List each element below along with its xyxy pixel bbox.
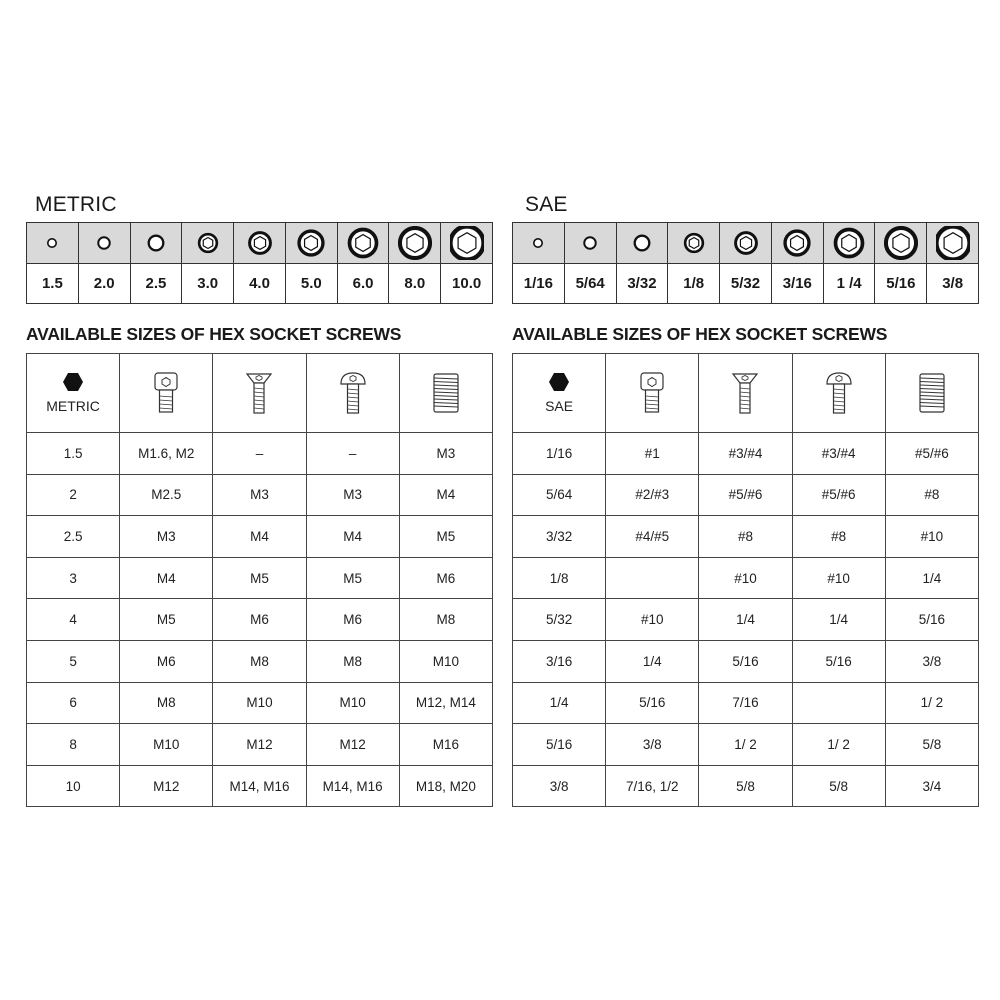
hex-key-size-cell: 3/16 — [513, 640, 606, 682]
metric-table-heading: AVAILABLE SIZES OF HEX SOCKET SCREWS — [26, 324, 402, 344]
hex-key-size-cell: 4 — [27, 599, 120, 641]
sae-size-strip — [512, 222, 979, 304]
table-row — [27, 765, 493, 807]
hex-socket-icon — [27, 223, 78, 264]
screw-size-cell: #10 — [699, 557, 792, 599]
screw-size-cell: – — [213, 433, 306, 475]
screw-size-cell — [606, 557, 699, 599]
size-label: 5/16 — [886, 275, 916, 292]
hex-key-size-cell: 5/64 — [513, 474, 606, 516]
screw-size-cell: M10 — [306, 682, 399, 724]
screw-size-cell: #1 — [606, 433, 699, 475]
hex-key-size-cell: 1/16 — [513, 433, 606, 475]
screw-size-cell: M10 — [213, 682, 306, 724]
table-row — [27, 640, 493, 682]
size-label: 5.0 — [300, 275, 322, 292]
screw-size-cell: 1/4 — [792, 599, 885, 641]
button-head-column-header — [306, 354, 399, 433]
table-row — [27, 682, 493, 724]
hex-key-size-cell: 1/4 — [513, 682, 606, 724]
size-cell — [286, 223, 338, 303]
hex-key-size-cell: 5 — [27, 640, 120, 682]
hex-socket-icon — [617, 223, 668, 264]
hex-socket-icon — [131, 223, 182, 264]
screw-size-cell: 1/4 — [885, 557, 978, 599]
screw-size-cell: M4 — [120, 557, 213, 599]
hex-socket-icon — [338, 223, 389, 264]
size-cell — [27, 223, 79, 303]
screw-size-cell: #10 — [885, 516, 978, 558]
table-row — [27, 474, 493, 516]
screw-size-cell: M14, M16 — [213, 765, 306, 807]
size-cell — [565, 223, 617, 303]
screw-size-cell: 7/16, 1/2 — [606, 765, 699, 807]
size-cell — [131, 223, 183, 303]
size-label: 5/32 — [730, 275, 761, 292]
hex-socket-icon — [234, 223, 285, 264]
screw-size-cell: M18, M20 — [399, 765, 492, 807]
metric-size-strip — [26, 222, 493, 304]
table-row — [513, 724, 979, 766]
screw-size-cell: #8 — [885, 474, 978, 516]
size-cell — [389, 223, 441, 303]
screw-size-cell: – — [306, 433, 399, 475]
hex-socket-icon — [565, 223, 616, 264]
screw-size-cell: M12, M14 — [399, 682, 492, 724]
screw-size-cell: 5/16 — [699, 640, 792, 682]
hex-socket-icon — [79, 223, 130, 264]
hex-key-column-header — [27, 354, 120, 433]
screw-size-cell: #5/#6 — [885, 433, 978, 475]
screw-size-cell: M8 — [213, 640, 306, 682]
hex-key-size-cell: 10 — [27, 765, 120, 807]
screw-size-cell: M5 — [399, 516, 492, 558]
screw-size-cell: M14, M16 — [306, 765, 399, 807]
size-label: 1/8 — [683, 275, 705, 292]
screw-size-cell: M6 — [213, 599, 306, 641]
sae-hex-table — [512, 353, 979, 807]
screw-size-cell: M4 — [306, 516, 399, 558]
screw-size-cell: M16 — [399, 724, 492, 766]
table-row — [27, 516, 493, 558]
screw-size-cell: M3 — [399, 433, 492, 475]
screw-size-cell: M1.6, M2 — [120, 433, 213, 475]
table-row — [513, 433, 979, 475]
hex-key-size-cell: 6 — [27, 682, 120, 724]
size-cell — [234, 223, 286, 303]
screw-size-cell: M4 — [213, 516, 306, 558]
hex-key-size-cell: 8 — [27, 724, 120, 766]
screw-size-cell: #5/#6 — [699, 474, 792, 516]
sae-header-label: SAE — [545, 397, 574, 414]
sae-table-heading: AVAILABLE SIZES OF HEX SOCKET SCREWS — [512, 324, 888, 344]
hex-key-icon — [63, 373, 83, 394]
button-head-screw-icon — [793, 371, 885, 415]
hex-socket-icon — [772, 223, 823, 264]
screw-size-cell: 5/8 — [885, 724, 978, 766]
hex-socket-icon — [182, 223, 233, 264]
screw-size-cell: 3/8 — [606, 724, 699, 766]
table-row — [513, 474, 979, 516]
screw-size-cell: M5 — [120, 599, 213, 641]
screw-size-cell: 5/8 — [792, 765, 885, 807]
screw-size-cell: #10 — [606, 599, 699, 641]
set-screw-column-header — [885, 354, 978, 433]
screw-size-cell: 3/4 — [885, 765, 978, 807]
screw-size-cell: M8 — [306, 640, 399, 682]
screw-size-cell: #3/#4 — [792, 433, 885, 475]
table-row — [27, 557, 493, 599]
screw-size-cell: M8 — [120, 682, 213, 724]
screw-size-cell: #3/#4 — [699, 433, 792, 475]
screw-size-cell: #5/#6 — [792, 474, 885, 516]
screw-size-cell: 7/16 — [699, 682, 792, 724]
size-label: 8.0 — [404, 275, 426, 292]
set-screw-icon — [400, 371, 492, 415]
size-cell — [772, 223, 824, 303]
set-screw-column-header — [399, 354, 492, 433]
size-cell — [338, 223, 390, 303]
screw-size-cell: M5 — [213, 557, 306, 599]
socket-cap-screw-icon — [120, 371, 212, 415]
size-cell — [182, 223, 234, 303]
screw-size-cell: M3 — [213, 474, 306, 516]
hex-socket-icon — [824, 223, 875, 264]
screw-size-cell: #8 — [699, 516, 792, 558]
size-label: 3/16 — [782, 275, 812, 292]
hex-socket-icon — [286, 223, 337, 264]
hex-key-size-cell: 3/8 — [513, 765, 606, 807]
screw-size-cell: 5/16 — [606, 682, 699, 724]
flat-head-column-header — [213, 354, 306, 433]
flat-head-screw-icon — [213, 371, 305, 415]
hex-key-column-header — [513, 354, 606, 433]
table-row — [27, 433, 493, 475]
hex-key-size-cell: 1/8 — [513, 557, 606, 599]
sae-title: SAE — [525, 193, 568, 216]
table-row — [513, 765, 979, 807]
screw-size-cell: 1/ 2 — [885, 682, 978, 724]
screw-size-cell: 1/4 — [699, 599, 792, 641]
screw-size-cell: M2.5 — [120, 474, 213, 516]
screw-size-cell: 5/16 — [885, 599, 978, 641]
table-row — [513, 557, 979, 599]
screw-size-cell: M4 — [399, 474, 492, 516]
table-header-row — [27, 354, 493, 433]
screw-size-cell: 5/16 — [792, 640, 885, 682]
screw-size-cell: M12 — [306, 724, 399, 766]
hex-key-size-cell: 3 — [27, 557, 120, 599]
table-row — [27, 599, 493, 641]
screw-size-cell: 1/4 — [606, 640, 699, 682]
size-cell — [927, 223, 979, 303]
size-cell — [875, 223, 927, 303]
size-cell — [79, 223, 131, 303]
size-label: 3/32 — [627, 275, 657, 292]
hex-socket-icon — [389, 223, 440, 264]
hex-socket-icon — [441, 223, 492, 264]
size-cell — [513, 223, 565, 303]
screw-size-cell: M8 — [399, 599, 492, 641]
size-cell — [441, 223, 493, 303]
screw-size-cell: M12 — [120, 765, 213, 807]
hex-socket-icon — [513, 223, 564, 264]
hex-key-size-cell: 5/16 — [513, 724, 606, 766]
hex-key-size-cell: 5/32 — [513, 599, 606, 641]
hex-key-size-cell: 2.5 — [27, 516, 120, 558]
flat-head-screw-icon — [699, 371, 791, 415]
table-row — [513, 516, 979, 558]
screw-size-cell: M3 — [306, 474, 399, 516]
size-label: 6.0 — [352, 275, 374, 292]
screw-size-cell: M6 — [399, 557, 492, 599]
screw-size-cell: #10 — [792, 557, 885, 599]
screw-size-cell: #8 — [792, 516, 885, 558]
screw-size-cell: M5 — [306, 557, 399, 599]
hex-socket-icon — [668, 223, 719, 264]
size-label: 3/8 — [942, 275, 964, 292]
flat-head-column-header — [699, 354, 792, 433]
table-row — [513, 682, 979, 724]
screw-size-cell: M10 — [120, 724, 213, 766]
size-label: 1.5 — [41, 275, 63, 292]
screw-size-cell: M6 — [306, 599, 399, 641]
set-screw-icon — [886, 371, 978, 415]
screw-size-cell: M12 — [213, 724, 306, 766]
metric-hex-table — [26, 353, 493, 807]
hex-key-size-cell: 2 — [27, 474, 120, 516]
button-head-screw-icon — [307, 371, 399, 415]
socket-cap-screw-icon — [606, 371, 698, 415]
screw-size-cell: #4/#5 — [606, 516, 699, 558]
size-label: 10.0 — [452, 275, 482, 292]
table-row — [27, 724, 493, 766]
hex-socket-icon — [720, 223, 771, 264]
screw-size-cell: #2/#3 — [606, 474, 699, 516]
size-label: 2.5 — [145, 275, 167, 292]
metric-title: METRIC — [35, 193, 117, 216]
screw-size-cell — [792, 682, 885, 724]
metric-header-label: METRIC — [46, 397, 100, 414]
size-cell — [824, 223, 876, 303]
screw-size-cell: M10 — [399, 640, 492, 682]
screw-size-cell: M3 — [120, 516, 213, 558]
socket-cap-column-header — [606, 354, 699, 433]
size-cell — [668, 223, 720, 303]
size-label: 1 /4 — [836, 275, 862, 292]
size-cell — [720, 223, 772, 303]
screw-size-cell: 3/8 — [885, 640, 978, 682]
size-label: 3.0 — [197, 275, 219, 292]
screw-size-cell: 5/8 — [699, 765, 792, 807]
size-label: 2.0 — [93, 275, 115, 292]
hex-key-size-cell: 1.5 — [27, 433, 120, 475]
table-row — [513, 640, 979, 682]
size-label: 1/16 — [523, 275, 553, 292]
socket-cap-column-header — [120, 354, 213, 433]
hex-socket-icon — [875, 223, 926, 264]
size-cell — [617, 223, 669, 303]
size-label: 4.0 — [249, 275, 270, 292]
table-header-row — [513, 354, 979, 433]
button-head-column-header — [792, 354, 885, 433]
screw-size-cell: 1/ 2 — [699, 724, 792, 766]
table-row — [513, 599, 979, 641]
screw-size-cell: M6 — [120, 640, 213, 682]
screw-size-cell: 1/ 2 — [792, 724, 885, 766]
hex-key-icon — [549, 373, 569, 394]
hex-key-size-cell: 3/32 — [513, 516, 606, 558]
size-label: 5/64 — [575, 275, 605, 292]
hex-socket-icon — [927, 223, 978, 264]
